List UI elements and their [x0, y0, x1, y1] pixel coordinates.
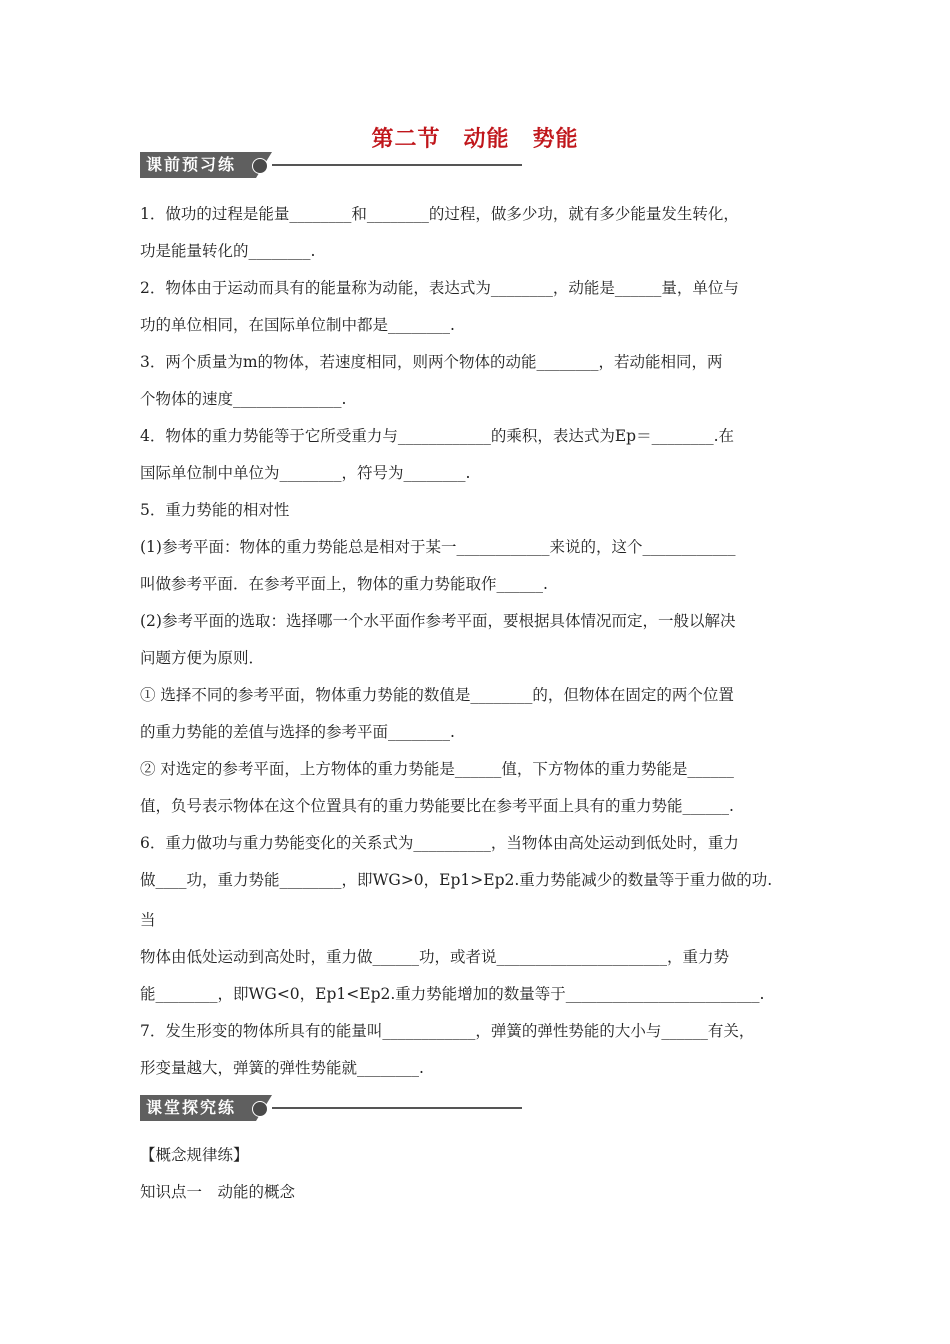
question-line: ② 对选定的参考平面，上方物体的重力势能是______值，下方物体的重力势能是______ — [140, 760, 734, 778]
question-line: 4．物体的重力势能等于它所受重力与____________的乘积，表达式为Ep＝________.在 — [140, 427, 735, 445]
question-line: 做____功，重力势能________，即WG>0，Ep1>Ep2.重力势能减少的数量等于重力做的功. — [140, 871, 773, 889]
question-line: 形变量越大，弹簧的弹性势能就________. — [140, 1059, 424, 1077]
question-line: 2．物体由于运动而具有的能量称为动能，表达式为________，动能是______量，单位与 — [140, 279, 739, 297]
question-line: 国际单位制中单位为________，符号为________. — [140, 464, 471, 482]
question-line: 6．重力做功与重力势能变化的关系式为__________，当物体由高处运动到低处时，重力 — [140, 834, 739, 852]
question-line: 功是能量转化的________. — [140, 242, 316, 260]
question-line: 的重力势能的差值与选择的参考平面________. — [140, 723, 455, 741]
question-line: 5．重力势能的相对性 — [140, 501, 290, 519]
question-line: 物体由低处运动到高处时，重力做______功，或者说______________________，重力势 — [140, 948, 730, 966]
question-line: 叫做参考平面．在参考平面上，物体的重力势能取作______. — [140, 575, 548, 593]
page-title: 第二节 动能 势能 — [371, 127, 579, 152]
section-label-preview: 课前预习练 — [140, 152, 256, 178]
question-line: 1．做功的过程是能量________和________的过程，做多少功，就有多少能量发生转化， — [140, 205, 739, 223]
question-line: 能________，即WG<0，Ep1<Ep2.重力势能增加的数量等于_________________________. — [140, 985, 765, 1003]
bullet-dot-icon — [252, 1101, 268, 1117]
question-line: 功的单位相同，在国际单位制中都是________. — [140, 316, 455, 334]
subsection-heading: 【概念规律练】 — [140, 1146, 249, 1164]
question-line: 个物体的速度______________. — [140, 390, 347, 408]
question-line: 当 — [140, 911, 156, 929]
question-line: 7．发生形变的物体所具有的能量叫____________，弹簧的弹性势能的大小与______有关， — [140, 1022, 755, 1040]
section-label-explore: 课堂探究练 — [140, 1095, 256, 1121]
bullet-dot-icon — [252, 158, 268, 174]
header-rule — [272, 164, 522, 166]
knowledge-point-heading: 知识点一 动能的概念 — [140, 1183, 296, 1201]
question-line: (1)参考平面：物体的重力势能总是相对于某一____________来说的，这个____________ — [140, 538, 736, 556]
question-line: (2)参考平面的选取：选择哪一个水平面作参考平面，要根据具体情况而定，一般以解决 — [140, 612, 736, 630]
header-rule — [272, 1107, 522, 1109]
question-line: 问题方便为原则． — [140, 649, 265, 667]
question-line: 3．两个质量为m的物体，若速度相同，则两个物体的动能________，若动能相同，两 — [140, 353, 723, 371]
question-line: ① 选择不同的参考平面，物体重力势能的数值是________的，但物体在固定的两个位置 — [140, 686, 734, 704]
question-line: 值，负号表示物体在这个位置具有的重力势能要比在参考平面上具有的重力势能______. — [140, 797, 734, 815]
